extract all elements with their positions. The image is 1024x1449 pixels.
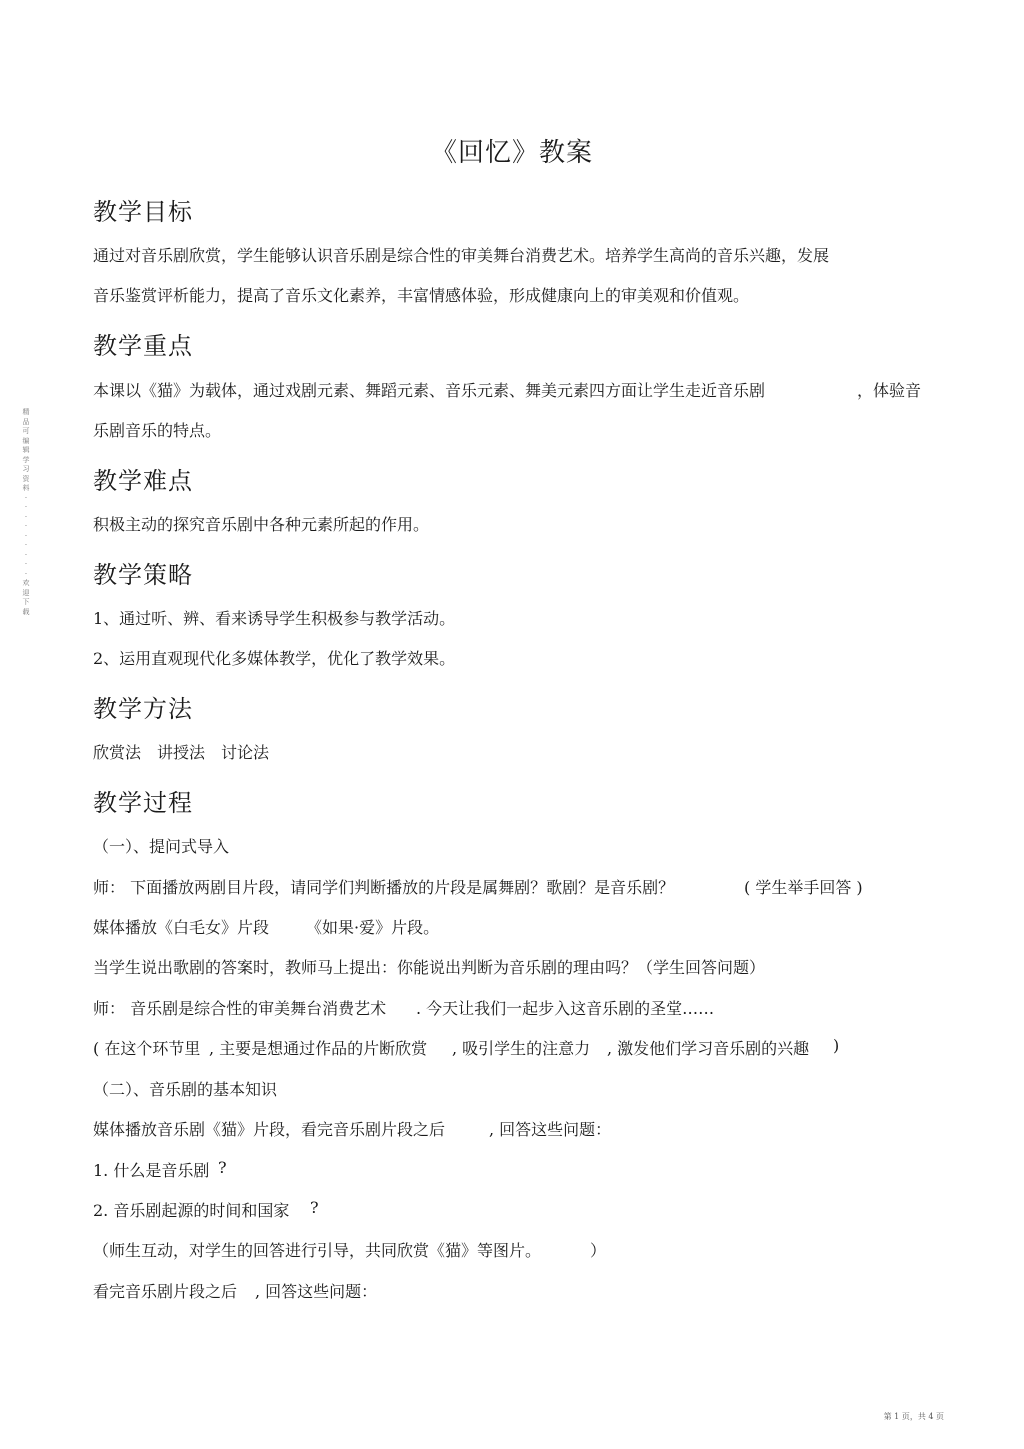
heading-difficulties: 教学难点 [93, 467, 193, 495]
difficulties-line: 积极主动的探究音乐剧中各种元素所起的作用。 [93, 515, 430, 534]
process-after-a: 看完音乐剧片段之后 [93, 1282, 238, 1301]
objectives-line-1: 通过对音乐剧欣赏，学生能够认识音乐剧是综合性的审美舞台消费艺术。培养学生高尚的音乐兴趣，发展 [93, 246, 830, 265]
process-step-1: （一）、提问式导入 [93, 837, 230, 856]
page-footer: 第 1 页，共 4 页 [883, 1412, 944, 1421]
objectives-line-2: 音乐鉴赏评析能力，提高了音乐文化素养，丰富情感体验，形成健康向上的审美观和价值观。 [93, 286, 750, 305]
key-points-line-2: 乐剧音乐的特点。 [93, 421, 222, 440]
document-title: 《回忆》教案 [430, 138, 593, 168]
process-after-b: , 回答这些问题： [255, 1282, 378, 1301]
strategy-line-1: 1、通过听、辨、看来诱导学生积极参与教学活动。 [93, 609, 456, 628]
process-note-e: ) [833, 1036, 840, 1055]
process-interaction-b: ） [590, 1241, 607, 1260]
heading-objectives: 教学目标 [93, 198, 193, 226]
strategy-line-2: 2、运用直观现代化多媒体教学，优化了教学效果。 [93, 649, 456, 668]
process-teacher-1b: ( 学生举手回答 ) [744, 878, 863, 897]
process-question-2b: ? [310, 1198, 319, 1217]
process-student-answer: 当学生说出歌剧的答案时，教师马上提出：你能说出判断为音乐剧的理由吗？（学生回答问题） [93, 958, 766, 977]
heading-methods: 教学方法 [93, 695, 193, 723]
heading-process: 教学过程 [93, 789, 193, 817]
side-watermark-note: 精 品 可 编 辑 学 习 资 料 · · · · · · · · · 欢 迎 下 载 [22, 408, 30, 616]
process-media-1b: 《如果·爱》片段。 [306, 918, 440, 937]
process-media-2b: , 回答这些问题： [489, 1120, 612, 1139]
process-media-2a: 媒体播放音乐剧《猫》片段，看完音乐剧片段之后 [93, 1120, 446, 1139]
methods-line: 欣赏法 讲授法 讨论法 [93, 743, 270, 762]
process-teacher-2a: 师： 音乐剧是综合性的审美舞台消费艺术 [93, 999, 387, 1018]
heading-key-points: 教学重点 [93, 332, 193, 360]
process-note-b: , 主要是想通过作品的片断欣赏 [209, 1039, 428, 1058]
process-media-1a: 媒体播放《白毛女》片段 [93, 918, 270, 937]
process-note-a: ( 在这个环节里 [93, 1039, 201, 1058]
heading-strategy: 教学策略 [93, 561, 193, 589]
process-step-2: （二）、音乐剧的基本知识 [93, 1080, 278, 1099]
process-note-c: , 吸引学生的注意力 [452, 1039, 591, 1058]
process-interaction-a: （师生互动，对学生的回答进行引导，共同欣赏《猫》等图片。 [93, 1241, 542, 1260]
process-question-1a: 1. 什么是音乐剧 [93, 1161, 210, 1180]
process-question-1b: ? [218, 1158, 227, 1177]
process-note-d: , 激发他们学习音乐剧的兴趣 [607, 1039, 810, 1058]
key-points-line-1b: ，体验音 [857, 381, 922, 400]
key-points-line-1a: 本课以《猫》为载体，通过戏剧元素、舞蹈元素、音乐元素、舞美元素四方面让学生走近音乐剧 [93, 381, 766, 400]
process-teacher-1a: 师： 下面播放两剧目片段，请同学们判断播放的片段是属舞剧？歌剧？是音乐剧？ [93, 878, 675, 897]
process-teacher-2b: . 今天让我们一起步入这音乐剧的圣堂…… [416, 999, 715, 1018]
process-question-2a: 2. 音乐剧起源的时间和国家 [93, 1201, 290, 1220]
